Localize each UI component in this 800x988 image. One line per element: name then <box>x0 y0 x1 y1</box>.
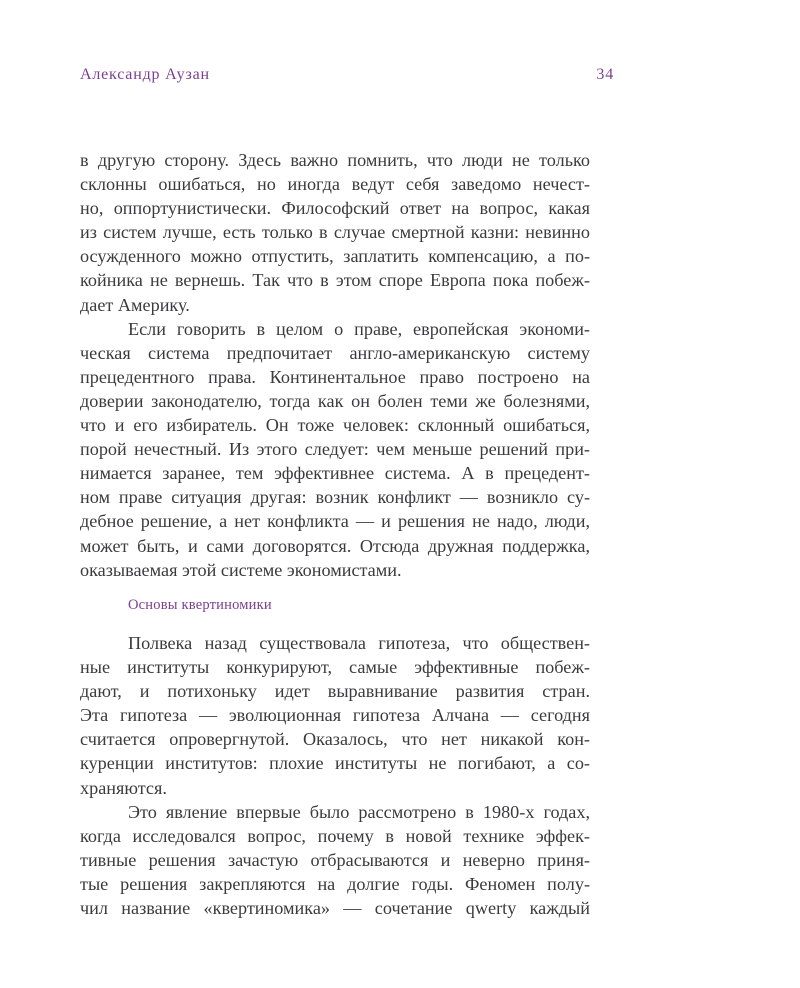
text-line: ном праве ситуация другая: возник конфликт — возникло су- <box>80 487 590 508</box>
author-name: Александр Аузан <box>80 66 210 83</box>
text-line: дебное решение, а нет конфликта — и решения не надо, люди, <box>80 511 590 532</box>
text-line: дают, и потихоньку идет выравнивание развития стран. <box>80 681 590 702</box>
text-line: порой нечестный. Из этого следует: чем меньше решений при- <box>80 439 590 460</box>
page-number: 34 <box>596 66 614 83</box>
text-line: может быть, и сами договорятся. Отсюда дружная поддержка, <box>80 535 590 556</box>
paragraph-first-line: Это явление впервые было рассмотрено в 1980-х годах, <box>128 801 590 822</box>
text-line: храняются. <box>80 777 167 798</box>
text-line: когда исследовался вопрос, почему в новой технике эффек- <box>80 825 590 846</box>
text-line: из систем лучше, есть только в случае смертной казни: невинно <box>80 222 590 243</box>
text-line: дает Америку. <box>80 294 190 315</box>
text-line: ные институты конкурируют, самые эффективные побеж- <box>80 657 590 678</box>
text-line: чил название «квертиномика» — сочетание qwerty каждый <box>80 898 590 919</box>
text-line: но, оппортунистически. Философский ответ на вопрос, какая <box>80 198 590 219</box>
text-line: осужденного можно отпустить, заплатить компенсацию, а по- <box>80 246 590 267</box>
paragraph-first-line: Полвека назад существовала гипотеза, что обществен- <box>128 633 590 653</box>
text-line: нимается заранее, тем эффективнее система. А в прецедент- <box>80 463 590 484</box>
text-line: в другую сторону. Здесь важно помнить, что люди не только <box>80 150 590 170</box>
text-line: Эта гипотеза — эволюционная гипотеза Алчана — сегодня <box>80 705 590 726</box>
text-line: считается опровергнутой. Оказалось, что нет никакой кон- <box>80 729 590 750</box>
paragraph-first-line: Если говорить в целом о праве, европейская экономи- <box>128 318 590 339</box>
text-line: склонны ошибаться, но иногда ведут себя заведомо нечест- <box>80 174 590 195</box>
text-line: тивные решения зачастую отбрасываются и неверно приня- <box>80 849 590 870</box>
text-line: оказываемая этой системе экономистами. <box>80 559 402 580</box>
text-line: койника не вернешь. Так что в этом споре Европа пока побеж- <box>80 270 590 291</box>
text-line: куренции институтов: плохие институты не погибают, а со- <box>80 753 590 774</box>
body-text-block-2 <box>80 631 590 920</box>
text-line: тые решения закрепляются на долгие годы. Феномен полу- <box>80 873 590 894</box>
text-line: доверии законодателю, тогда как он болен теми же болезнями, <box>80 390 590 411</box>
text-line: прецедентного права. Континентальное право построено на <box>80 366 590 387</box>
section-heading: Основы квертиномики <box>128 597 272 613</box>
body-text-block-1 <box>80 148 590 582</box>
text-line: ческая система предпочитает англо-американскую систему <box>80 342 590 363</box>
running-head <box>80 66 614 88</box>
text-line: что и его избиратель. Он тоже человек: склонный ошибаться, <box>80 415 590 436</box>
